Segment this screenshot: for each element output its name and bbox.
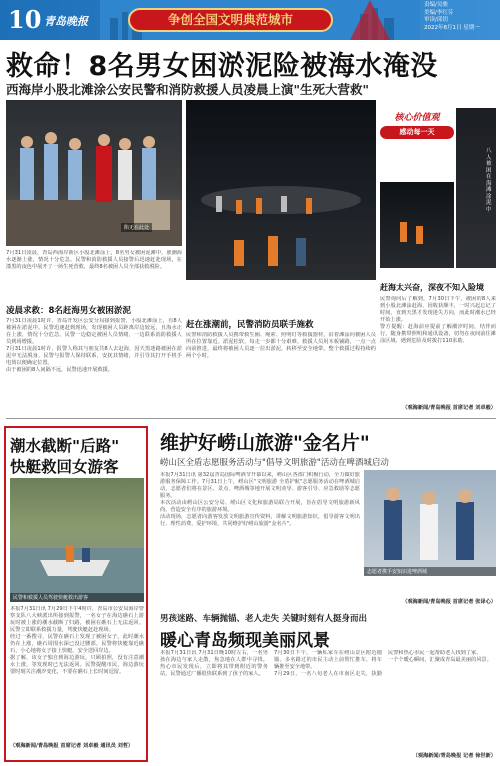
badge-subtitle: 感动每一天	[380, 126, 454, 139]
story3-photo	[364, 470, 496, 576]
page-number: 10	[8, 5, 42, 34]
editor-lines	[424, 2, 498, 32]
lead-col2-intro	[186, 284, 376, 314]
volunteer-illustration	[364, 470, 496, 576]
story3-subheadline: 崂山区全盾志愿服务活动与"倡导文明旅游"活动在啤酒城启动	[160, 458, 389, 468]
story4-credit: （观海新闻/青岛晚报 记者 徐世新）	[412, 753, 496, 759]
lead-col2-title: 赶在涨潮前，民警消防员联手施救	[186, 320, 314, 330]
photo-caption: 陷无在此处	[121, 223, 152, 232]
lead-col1-body: 7月31日凌晨1时许，青岛开发区公安分局接到报警，小股北滩涂上，有8人被困在淤泥中。民警迅速赶到现场，发现被困人员距离岸边较远，且海水正在上涨，情况十分危急。民警一边稳定被困人员情绪，一边联系消防救援人员到场增援。 7月31日凌晨1时许，报警人称其与朋友共8人去赶海，因天黑迷路被困在淤泥中无法脱身。民警与报警人保持联系，安抚其情绪，并引导其打开手机手电筒以便确定位置。 由于被困的8人间隔不远，民警迅速开展救援。	[6, 318, 182, 373]
banner-text: 争创全国文明典范城市	[167, 12, 293, 27]
lead-headline: 救命！8名男女困淤泥险被海水淹没	[6, 51, 438, 82]
lead-photo-2	[186, 100, 376, 280]
lead-col3-title: 赶海太兴奋，深夜不知入险境	[380, 283, 484, 292]
lead-col2-body: 民警和消防救援人员携带救生圈、绳索、照明灯等救援器材，沿着滩涂向被困人员所在位置靠近。淤泥松软，每走一步都十分艰难。救援人员用木板铺路，一点一点向前推进，最终将被困人员逐一拉出淤泥，转移至安全地带。整个救援过程持续约两个小时。	[186, 332, 376, 359]
masthead	[0, 0, 500, 40]
issue-date: 2022年8月1日 星期一	[424, 24, 480, 31]
editor-line: 审读/邱钥	[424, 17, 448, 23]
lead-credit: （观海新闻/青岛晚报 首席记者 刘卓毅）	[402, 405, 496, 411]
story3-headline: 维护好崂山旅游"金名片"	[160, 432, 370, 454]
editor-line: 美编/李红芬	[424, 9, 454, 16]
lead-photo-4	[380, 182, 454, 268]
values-badge	[380, 110, 454, 174]
lead-photo-3	[456, 108, 496, 268]
story3-body: 本报7月31日讯 第32届青岛国际啤酒节开幕以来，崂山区各部门积极行动，全力做好旅游服务保障工作。7月31日上午，崂山区"文明旅游 全盾护航"志愿服务活动在啤酒城启动，志愿者们将在景区、景点、啤酒城等地开展文明劝导、游客引导、应急救助等志愿服务。 本次活动由崂山区公安分局、崂山区文化和旅游局联合开展，旨在倡导文明旅游新风尚，营造安全有序的旅游环境。 活动现场，志愿者向游客发放文明旅游宣传资料，讲解文明旅游知识，倡导游客文明出行、理性消费、爱护环境，共同维护好崂山旅游"金名片"。	[160, 472, 360, 527]
lead-photo-1	[6, 100, 182, 246]
story2-photo	[10, 478, 144, 602]
story2-credit: （观海新闻/青岛晚报 首席记者 刘卓毅 通讯员 刘哲）	[10, 743, 134, 749]
lead-col3-body: 民警询问后了解到，7月30日下午，被困的8人来到小股北滩涂赶海，因收获颇丰，一时兴起忘记了时间，直到天黑才发现迷失方向，而此时潮水已经开始上涨。 警方提醒：赶海前应提前了解潮汐时间，结伴而行，随身携带照明和通讯设备，切勿在夜间前往滩涂区域，遇到危险及时拨打110求助。	[380, 296, 496, 344]
rescue-scene-small	[380, 182, 454, 268]
editor-line: 责编/吴骏	[424, 2, 448, 8]
lead-intro: 7月31日凌晨，青岛西海岸新区小股北滩涂上，8名男女被困泥滩中，涨潮海水逐渐上涨，情况十分危急。民警和消防救援人员接警后迅速赶赴现场，在漆黑的夜色中展开了一场生死营救，最终8名被困人员全部获救脱险。	[6, 250, 182, 270]
paper-name: 青岛晚报	[44, 15, 88, 28]
banner-slogan	[128, 8, 333, 32]
story2-body: 本报7月31日讯 7月29日下午4时许，青岛市公安局海岸警察支队八大峡派出所接到报警，一名女子在海边礁石上游玩时被上涨的潮水截断了归路，被困在礁石上无法返回。民警立即联系救援力量，驾驶快艇赶赴现场。 经过一番搜寻，民警在礁石上发现了被困女子。此时潮水仍在上涨，礁石周围水深已没过腰部。民警将快艇靠近礁石，小心地将女子接上快艇，安全送回岸边。 据了解，该女子独自到海边游玩，只顾拍照，没有注意潮水上涨，等发现时已无法返回。民警提醒市民，海边游玩要时刻关注潮汐变化，不要在礁石上长时间逗留。	[10, 606, 144, 675]
story4-headline: 暖心青岛频现美丽风景	[160, 631, 330, 651]
story4-kicker: 男孩迷路、车辆抛锚、老人走失 关键时刻有人挺身而出	[160, 614, 367, 624]
story2-headline-2: 快艇救回女游客	[10, 458, 119, 476]
story2-headline-1: 潮水截断"后路"	[10, 437, 120, 455]
boat-rescue-illustration	[10, 478, 144, 602]
story4-body: 本报7月31日讯 7月31日晚10时左右，一名男孩在海边与家人走散，焦急地在人群中寻找。热心市民发现后，立即将其带到附近的警务站，民警通过广播很快联系到了孩子的家人。 7月30日下午，一辆私家车在崂山景区附近抛锚，多名路过的市民主动上前帮忙推车，将车辆推至安全地带。 7月29日，一名八旬老人在市南区走失，执勤民警和热心市民一起帮助老人找到了家。 一个个暖心瞬间，汇聚成青岛最美丽的风景。	[160, 650, 492, 677]
story2-box	[4, 426, 148, 762]
section-divider	[6, 418, 496, 419]
lead-subheadline: 西海岸小股北滩涂公安民警和消防救援人员凌晨上演"生死大营救"	[6, 82, 370, 97]
side-photo-caption: 八人被困在海滩涂泥中	[486, 148, 492, 213]
police-group-illustration	[6, 100, 182, 246]
badge-title: 核心价值观	[394, 113, 440, 123]
story2-photo-caption: 民警和救援人员驾驶快艇救出游客	[10, 593, 144, 602]
story3-credit: （观海新闻/青岛晚报 首席记者 张译心）	[402, 599, 496, 605]
story3-photo-caption: 志愿者携手安知识进啤酒城	[364, 567, 496, 576]
lead-col1-title: 凌晨求救：8名赶海男女被困淤泥	[6, 306, 131, 316]
night-rescue-illustration	[186, 100, 376, 280]
